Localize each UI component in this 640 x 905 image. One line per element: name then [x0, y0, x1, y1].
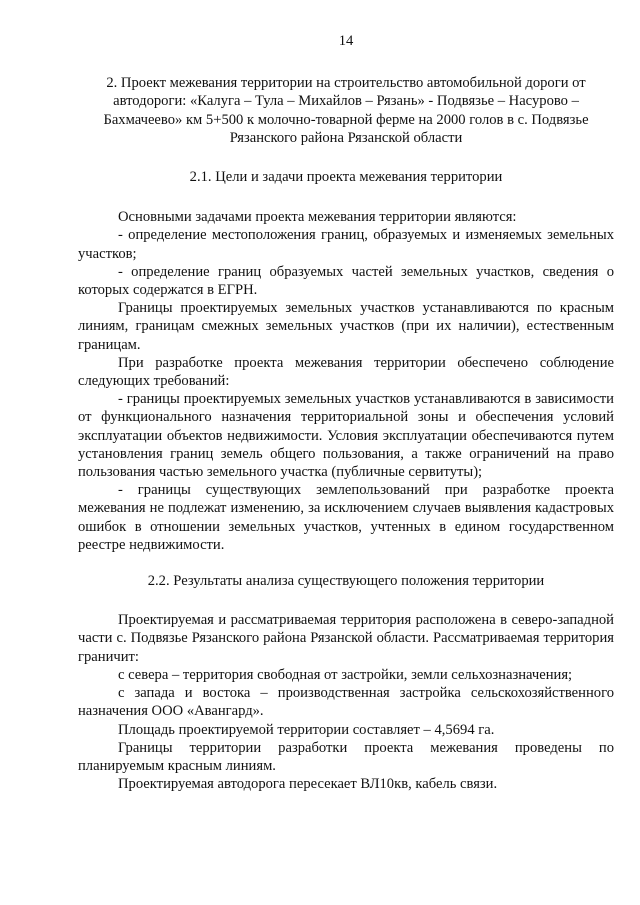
list-item-parts: - определение границ образуемых частей земельных участков, сведения о которых содержатся в ЕГРН. [78, 263, 614, 299]
paragraph-west-east-border: с запада и востока – производственная застройка сельскохозяйственного назначения ООО «Авангард». [78, 685, 614, 720]
subsection-title-analysis: 2.2. Результаты анализа существующего положения территории [147, 573, 545, 590]
list-item-requirement-1: - границы проектируемых земельных участков устанавливаются в зависимости от функционального назначения территориальной зоны и обеспечения условий эксплуатации объектов недвижимости. Условия эксплуатации обеспечиваются путем установления границ земель общего пользования, а также ограничений на право пользования частью земельного участка (публичные сервитуты); [78, 391, 614, 481]
section-title: 2. Проект межевания территории на строительство автомобильной дороги от автодороги: «Калуга – Тула – Михайлов – Рязань» - Подвязье – Насурово – Бахмачеево» км 5+500 к молочно-товарной ферме на 2000 голов в с. Подвязье Рязанского района Рязанской области [103, 75, 589, 146]
paragraph-area: Площадь проектируемой территории составляет – 4,5694 га. [118, 721, 495, 738]
paragraph-territory-location: Проектируемая и рассматриваемая территория расположена в северо-западной части с. Подвязье Рязанского района Рязанской области. Рассматриваемая территория граничит: [78, 612, 614, 665]
subsection-title-goals: 2.1. Цели и задачи проекта межевания территории [189, 169, 503, 186]
paragraph-main-tasks-intro: Основными задачами проекта межевания территории являются: [118, 209, 517, 226]
paragraph-requirements-intro: При разработке проекта межевания территории обеспечено соблюдение следующих требований: [78, 354, 614, 390]
paragraph-road-crossing: Проектируемая автодорога пересекает ВЛ10кв, кабель связи. [118, 776, 498, 793]
paragraph-boundaries: Границы проектируемых земельных участков устанавливаются по красным линиям, границам смежных земельных участков (при их наличии), естественным границам. [78, 300, 614, 353]
paragraph-north-border: с севера – территория свободная от застройки, земли сельхозназначения; [118, 666, 573, 683]
list-item-requirement-2: - границы существующих землепользований при разработке проекта межевания не подлежат изменению, за исключением случаев выявления кадастровых ошибок в отношении земельных участков, учтенных в едином государственном реестре недвижимости. [78, 482, 614, 553]
paragraph-red-lines: Границы территории разработки проекта межевания проведены по планируемым красным линиям. [78, 739, 614, 774]
page-number: 14 [338, 33, 354, 49]
list-item-location: - определение местоположения границ, образуемых и изменяемых земельных участков; [78, 227, 614, 262]
